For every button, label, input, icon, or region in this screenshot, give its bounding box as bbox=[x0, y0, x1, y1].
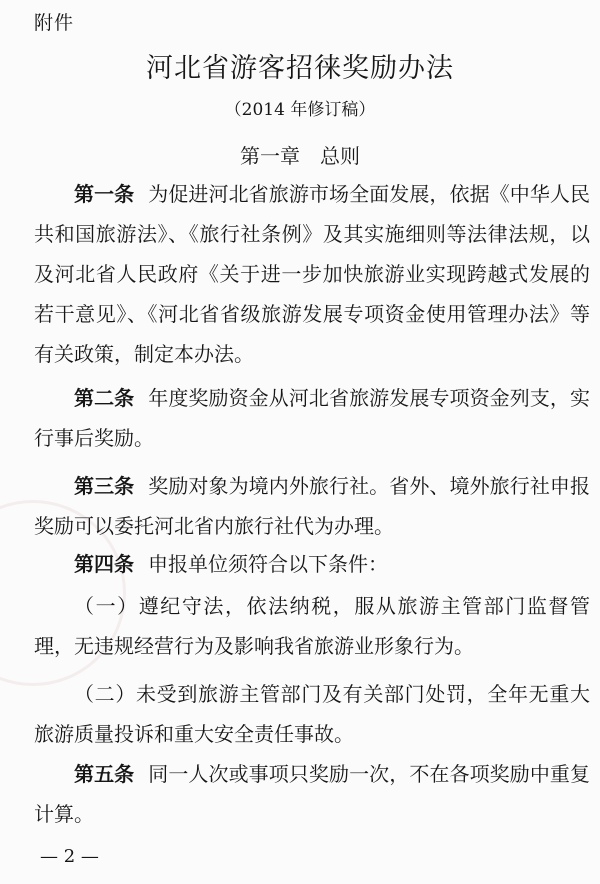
article-4-clause-1 bbox=[34, 586, 590, 666]
article-2-lead: 第二条 bbox=[74, 386, 135, 410]
article-5-text: 同一人次或事项只奖励一次，不在各项奖励中重复计算。 bbox=[34, 762, 590, 826]
article-2-text: 年度奖励资金从河北省旅游发展专项资金列支，实行事后奖励。 bbox=[34, 386, 590, 450]
attachment-label: 附件 bbox=[34, 12, 75, 34]
article-3-text: 奖励对象为境内外旅行社。省外、境外旅行社申报奖励可以委托河北省内旅行社代为办理。 bbox=[34, 474, 590, 538]
article-4 bbox=[34, 544, 590, 584]
article-2 bbox=[34, 378, 590, 458]
article-3-lead: 第三条 bbox=[74, 474, 135, 498]
article-5 bbox=[34, 754, 590, 834]
clause-2-text: （二）未受到旅游主管部门及有关部门处罚，全年无重大旅游质量投诉和重大安全责任事故。 bbox=[34, 682, 590, 746]
article-3 bbox=[34, 466, 590, 546]
article-4-text: 申报单位须符合以下条件： bbox=[148, 552, 388, 576]
article-5-lead: 第五条 bbox=[74, 762, 135, 786]
document-title: 河北省游客招徕奖励办法 bbox=[146, 53, 454, 84]
article-4-lead: 第四条 bbox=[74, 552, 134, 576]
article-1-text: 为促进河北省旅游市场全面发展，依据《中华人民共和国旅游法》、《旅行社条例》及其实施细则等法律法规，以及河北省人民政府《关于进一步加快旅游业实现跨越式发展的若干意见》、《河北省省级旅游发展专项资金使用管理办法》等有关政策，制定本办法。 bbox=[34, 182, 590, 366]
article-4-clause-2 bbox=[34, 674, 590, 754]
clause-1-text: （一）遵纪守法，依法纳税，服从旅游主管部门监督管理，无违规经营行为及影响我省旅游业形象行为。 bbox=[34, 594, 590, 658]
document-subtitle: （2014 年修订稿） bbox=[224, 100, 376, 120]
page-number: — 2 — bbox=[40, 846, 99, 867]
article-1 bbox=[34, 174, 590, 374]
article-1-lead: 第一条 bbox=[74, 182, 135, 206]
chapter-heading: 第一章 总则 bbox=[240, 144, 360, 168]
